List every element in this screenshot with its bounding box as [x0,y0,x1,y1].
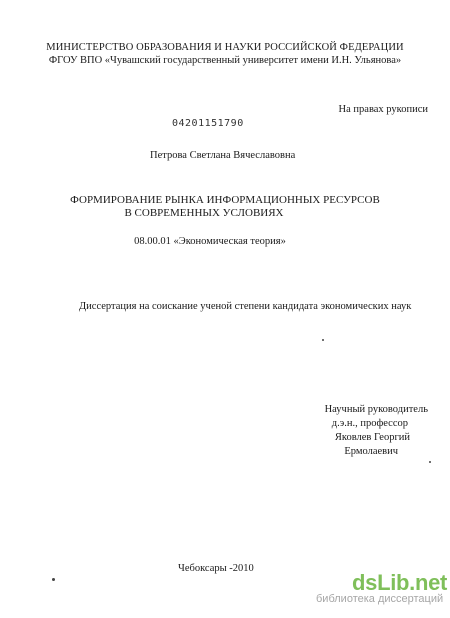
watermark-subtitle: библиотека диссертаций [316,593,444,605]
supervisor-name-line-2: Ермолаевич [344,446,398,457]
watermark-logo: dsLib.net [352,570,448,595]
supervisor-degree: д.э.н., профессор [331,418,408,429]
watermark [316,570,448,614]
supervisor-role: Научный руководитель [324,404,428,415]
city-year: Чебоксары -2010 [178,563,254,574]
title-line-1: ФОРМИРОВАНИЕ РЫНКА ИНФОРМАЦИОННЫХ РЕСУРСОВ [70,194,380,206]
ministry-heading: МИНИСТЕРСТВО ОБРАЗОВАНИЯ И НАУКИ РОССИЙСКОЙ ФЕДЕРАЦИИ [46,42,404,53]
title-line-2: В СОВРЕМЕННЫХ УСЛОВИЯХ [124,207,284,219]
scan-speck [322,339,324,341]
dissertation-note: Диссертация на соискание ученой степени кандидата экономических наук [79,301,412,312]
specialty: 08.00.01 «Экономическая теория» [134,236,286,247]
supervisor-name-line-1: Яковлев Георгий [334,432,410,443]
author-name: Петрова Светлана Вячеславовна [150,150,296,161]
stamp-code: 04201151790 [172,118,244,129]
scan-speck [52,578,55,581]
institution-heading: ФГОУ ВПО «Чувашский государственный университет имени И.Н. Ульянова» [48,55,402,66]
rights-note: На правах рукописи [338,104,428,115]
scan-speck [429,461,431,463]
